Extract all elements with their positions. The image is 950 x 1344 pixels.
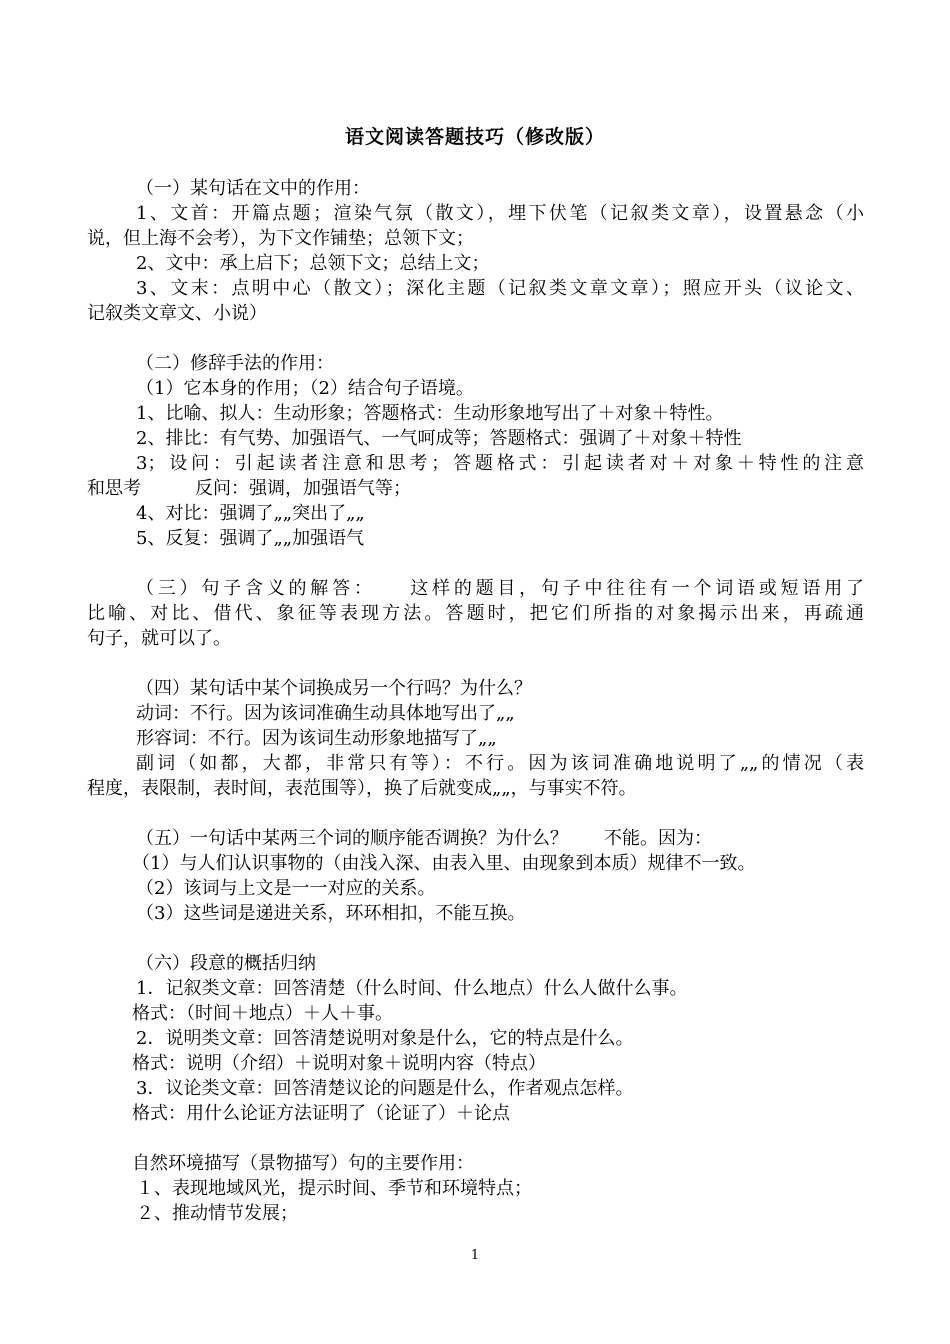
paragraph-line: 动词：不行。因为该词准确生动具体地写出了„„ (136, 703, 515, 724)
paragraph-line: 格式：用什么论证方法证明了（论证了）＋论点 (132, 1103, 510, 1124)
section-heading-5: （五）一句话中某两三个词的顺序能否调换？为什么？ 不能。因为： (136, 828, 712, 849)
section-heading-2: （二）修辞手法的作用： (136, 353, 334, 374)
page-number: 1 (470, 1248, 480, 1263)
section-heading-1: （一）某句话在文中的作用： (136, 178, 370, 199)
paragraph-line: 格式：说明（介绍）＋说明对象＋说明内容（特点） (132, 1053, 546, 1074)
paragraph-line: （2）该词与上文是一一对应的关系。 (136, 878, 436, 899)
paragraph-line: （1）与人们认识事物的（由浅入深、由表入里、由现象到本质）规律不一致。 (132, 853, 756, 874)
paragraph-line: 程度，表限制，表时间，表范围等），换了后就变成„„，与事实不符。 (87, 778, 637, 799)
paragraph-line: ２、推动情节发展； (136, 1203, 298, 1224)
paragraph-line: 比喻、对比、借代、象征等表现方法。答题时，把它们所指的对象揭示出来，再疏通 (87, 603, 864, 624)
paragraph-line: 形容词：不行。因为该词生动形象地描写了„„ (136, 728, 497, 749)
paragraph-line: 1．记叙类文章：回答清楚（什么时间、什么地点）什么人做什么事。 (136, 978, 688, 999)
paragraph-line: 3．议论类文章：回答清楚议论的问题是什么，作者观点怎样。 (136, 1078, 634, 1099)
paragraph-line: 副词（如都，大都，非常只有等）：不行。因为该词准确地说明了„„的情况（表 (136, 753, 864, 774)
paragraph-line: 说，但上海不会考），为下文作铺垫；总领下文； (87, 228, 474, 249)
paragraph-line: 3、文末：点明中心（散文）；深化主题（记叙类文章文章）；照应开头（议论文、 (136, 278, 864, 299)
paragraph-line: 4、对比：强调了„„突出了„„ (136, 503, 365, 524)
paragraph-line: 2．说明类文章：回答清楚说明对象是什么，它的特点是什么。 (136, 1028, 634, 1049)
section-heading-4: （四）某句话中某个词换成另一个行吗？为什么？ (136, 678, 532, 699)
paragraph-line: 2、文中：承上启下；总领下文；总结上文； (136, 253, 490, 274)
section-heading-7: 自然环境描写（景物描写）句的主要作用： (132, 1153, 474, 1174)
paragraph-line: 5、反复：强调了„„加强语气 (136, 528, 365, 549)
paragraph-line: 句子，就可以了。 (87, 628, 231, 649)
paragraph-line: 记叙类文章文、小说） (87, 303, 267, 324)
document-title: 语文阅读答题技巧（修改版） (344, 126, 605, 148)
paragraph-line: 1、比喻、拟人：生动形象；答题格式：生动形象地写出了＋对象＋特性。 (136, 403, 724, 424)
paragraph-line: （1）它本身的作用；（2）结合句子语境。 (136, 378, 474, 399)
paragraph-line: １、表现地域风光，提示时间、季节和环境特点； (136, 1178, 532, 1199)
paragraph-line: 3；设问：引起读者注意和思考；答题格式：引起读者对＋对象＋特性的注意 (136, 453, 864, 474)
paragraph-line: 2、排比：有气势、加强语气、一气呵成等；答题格式：强调了＋对象＋特性 (136, 428, 742, 449)
paragraph-line: 1、文首：开篇点题；渲染气氛（散文），埋下伏笔（记叙类文章），设置悬念（小 (136, 203, 864, 224)
section-heading-6: （六）段意的概括归纳 (136, 953, 316, 974)
section-heading-3: （三）句子含义的解答： 这样的题目，句子中往往有一个词语或短语用了 (136, 578, 864, 599)
paragraph-line: 格式：（时间＋地点）＋人＋事。 (132, 1003, 393, 1024)
paragraph-line: （3）这些词是递进关系，环环相扣，不能互换。 (136, 903, 526, 924)
paragraph-line: 和思考 反问：强调，加强语气等； (87, 478, 411, 499)
